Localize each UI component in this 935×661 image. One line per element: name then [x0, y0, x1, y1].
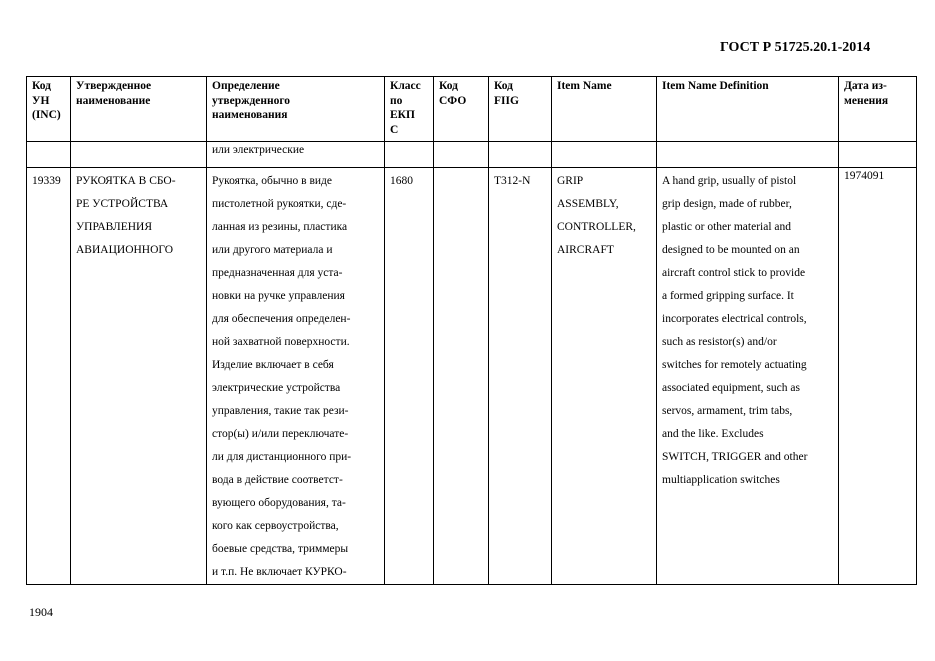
- col-header-line: Item Name Definition: [662, 80, 769, 92]
- cell-line: предназначенная для уста-: [212, 267, 343, 279]
- cell-line: электрические устройства: [212, 382, 341, 394]
- cell-line: AIRCRAFT: [557, 244, 614, 256]
- col-header-line: наименования: [212, 109, 288, 121]
- col-header-change-date: [839, 77, 917, 142]
- cell-line: SWITCH, TRIGGER and other: [662, 451, 808, 463]
- cell-line: вующего оборудования, та-: [212, 497, 346, 509]
- change-date-cell: 1974091: [839, 168, 917, 585]
- cell-line: РЕ УСТРОЙСТВА: [76, 198, 169, 210]
- col-header-line: менения: [844, 94, 889, 107]
- col-header-line: (INC): [32, 109, 61, 121]
- col-header-inc: [27, 77, 71, 142]
- approved-name-cell: [71, 168, 207, 585]
- cell-line: кого как сервоустройства,: [212, 520, 339, 532]
- item-name-cell: [552, 168, 657, 585]
- cell-line: боевые средства, триммеры: [212, 543, 349, 555]
- definition-cell: [207, 168, 385, 585]
- table-header-row: [27, 77, 917, 142]
- col-header-line: Класс: [390, 80, 421, 92]
- col-header-line: Код: [439, 80, 459, 92]
- col-header-line: Код: [32, 80, 52, 92]
- cell-line: управления, такие так рези-: [212, 405, 349, 417]
- col-header-approved-name: [71, 77, 207, 142]
- cell-line: ли для дистанционного при-: [212, 451, 352, 463]
- class-cell: 1680: [385, 168, 434, 585]
- table-row: [27, 168, 917, 585]
- col-header-line: ЕКП: [390, 109, 415, 121]
- inc-cell: 19339: [27, 168, 71, 585]
- cell-line: ной захватной поверхности.: [212, 336, 350, 348]
- cell-line: plastic or other material and: [662, 221, 792, 233]
- cell-line: CONTROLLER,: [557, 221, 636, 233]
- cell-line: УПРАВЛЕНИЯ: [76, 221, 153, 233]
- cell-line: multiapplication switches: [662, 474, 780, 486]
- cell-line: switches for remotely actuating: [662, 359, 807, 371]
- col-header-line: УН: [32, 94, 50, 107]
- cell-line: РУКОЯТКА В СБО-: [76, 175, 176, 187]
- col-header-line: С: [390, 123, 399, 136]
- col-header-line: FIIG: [494, 94, 519, 107]
- fiig-cell: T312-N: [489, 168, 552, 585]
- col-header-line: СФО: [439, 94, 467, 107]
- sfo-cell: [434, 168, 489, 585]
- col-header-line: Item Name: [557, 80, 612, 92]
- col-header-line: Определение: [212, 80, 280, 92]
- cell-line: АВИАЦИОННОГО: [76, 244, 174, 256]
- cell-line: a formed gripping surface. It: [662, 290, 794, 302]
- cell-line: associated equipment, such as: [662, 382, 800, 394]
- col-header-line: Утвержденное: [76, 80, 152, 92]
- cell-line: вода в действие соответст-: [212, 474, 343, 486]
- col-header-sfo: [434, 77, 489, 142]
- col-header-class: [385, 77, 434, 142]
- col-header-line: утвержденного: [212, 94, 291, 107]
- cell-line: GRIP: [557, 175, 584, 187]
- col-header-definition: [207, 77, 385, 142]
- cell-line: для обеспечения определен-: [212, 313, 351, 325]
- col-header-line: наименование: [76, 94, 151, 107]
- cell-line: стор(ы) и/или переключате-: [212, 428, 349, 440]
- cell-line: ASSEMBLY,: [557, 198, 619, 210]
- cell-line: пистолетной рукоятки, сде-: [212, 198, 347, 210]
- cell-line: grip design, made of rubber,: [662, 198, 792, 210]
- col-header-line: Код: [494, 80, 514, 92]
- page-number: 1904: [29, 605, 53, 619]
- cell-line: A hand grip, usually of pistol: [662, 175, 797, 187]
- continuation-cell: или электрические: [207, 142, 385, 168]
- cell-line: aircraft control stick to provide: [662, 267, 806, 279]
- cell-line: designed to be mounted on an: [662, 244, 800, 256]
- col-header-line: по: [390, 94, 403, 107]
- cell-line: и т.п. Не включает КУРКО-: [212, 566, 347, 578]
- col-header-item-name-definition: [657, 77, 839, 142]
- cell-line: servos, armament, trim tabs,: [662, 405, 793, 417]
- cell-line: или другого материала и: [212, 244, 333, 256]
- cell-line: Изделие включает в себя: [212, 359, 334, 371]
- cell-line: and the like. Excludes: [662, 428, 764, 440]
- item-name-table: [26, 76, 917, 585]
- col-header-line: Дата из-: [844, 80, 887, 92]
- cell-line: ланная из резины, пластика: [212, 221, 348, 233]
- item-name-definition-cell: [657, 168, 839, 585]
- col-header-fiig: [489, 77, 552, 142]
- continuation-row: [27, 142, 917, 168]
- cell-line: incorporates electrical controls,: [662, 313, 807, 325]
- cell-line: новки на ручке управления: [212, 290, 345, 302]
- col-header-item-name: [552, 77, 657, 142]
- cell-line: Рукоятка, обычно в виде: [212, 175, 332, 187]
- document-title: ГОСТ Р 51725.20.1-2014: [720, 40, 871, 55]
- cell-line: such as resistor(s) and/or: [662, 336, 777, 348]
